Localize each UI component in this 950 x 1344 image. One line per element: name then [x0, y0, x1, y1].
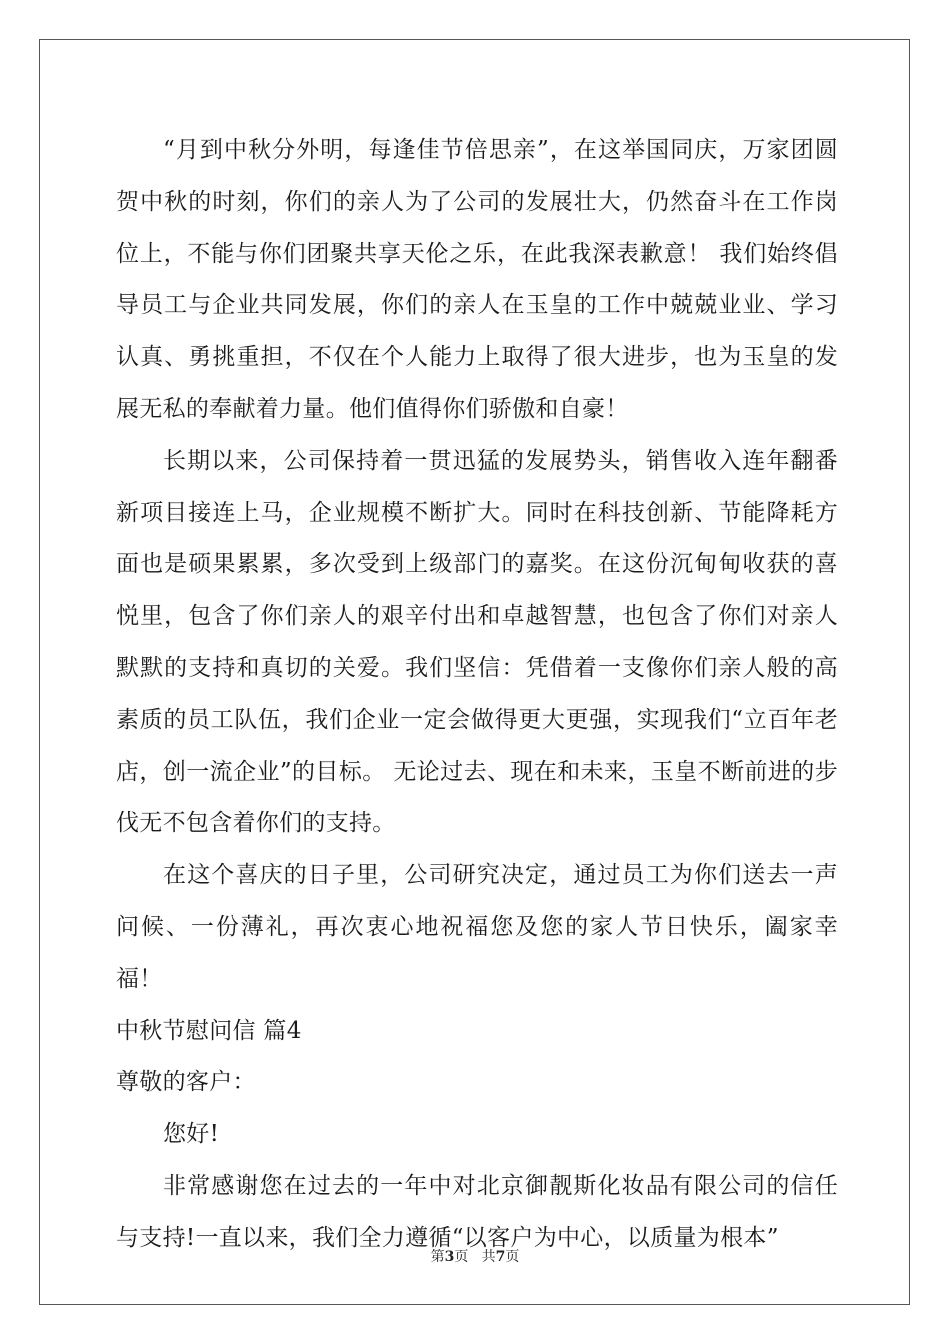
greeting: 您好!	[163, 1121, 220, 1148]
total-prefix: 共	[481, 1249, 496, 1265]
paragraph-4: 非常感谢您在过去的一年中对北京御靓斯化妆品有限公司的信任与支持!一直以来，我们全力遵循“以客户为中心，以质量为根本”	[116, 1172, 838, 1251]
page-unit: 页	[454, 1249, 469, 1265]
paragraph-3: 在这个喜庆的日子里，公司研究决定，通过员工为你们送去一声问候、一份薄礼，再次衷心地祝福您及您的家人节日快乐，阖家幸福！	[116, 862, 838, 992]
page-prefix: 第	[430, 1249, 445, 1265]
total-unit: 页	[505, 1249, 520, 1265]
paragraph-2: 长期以来，公司保持着一贯迅猛的发展势头，销售收入连年翻番新项目接连上马，企业规模不断扩大。同时在科技创新、节能降耗方面也是硕果累累，多次受到上级部门的嘉奖。在这份沉甸甸收获的喜悦里，包含了你们亲人的艰辛付出和卓越智慧，也包含了你们对亲人默默的支持和真切的关爱。我们坚信：凭借着一支像你们亲人般的高素质的员工队伍，我们企业一定会做得更大更强，实现我们“立百年老店，创一流企业”的目标。 无论过去、现在和未来，玉皇不断前进的步伐无不包含着你们的支持。	[116, 447, 838, 837]
page-footer	[0, 1246, 950, 1266]
salutation: 尊敬的客户：	[116, 1069, 256, 1096]
page-current: 3	[444, 1249, 455, 1265]
section-title: 中秋节慰问信 篇4	[116, 1017, 302, 1044]
document-body	[116, 125, 838, 1265]
page-total: 7	[495, 1249, 506, 1265]
paragraph-1: “月到中秋分外明，每逢佳节倍思亲”，在这举国同庆，万家团圆贺中秋的时刻，你们的亲人为了公司的发展壮大，仍然奋斗在工作岗位上，不能与你们团聚共享天伦之乐，在此我深表歉意！ 我们始终倡导员工与企业共同发展，你们的亲人在玉皇的工作中兢兢业业、学习认真、勇挑重担，不仅在个人能力上取得了很大进步，也为玉皇的发展无私的奉献着力量。他们值得你们骄傲和自豪！	[116, 137, 838, 422]
